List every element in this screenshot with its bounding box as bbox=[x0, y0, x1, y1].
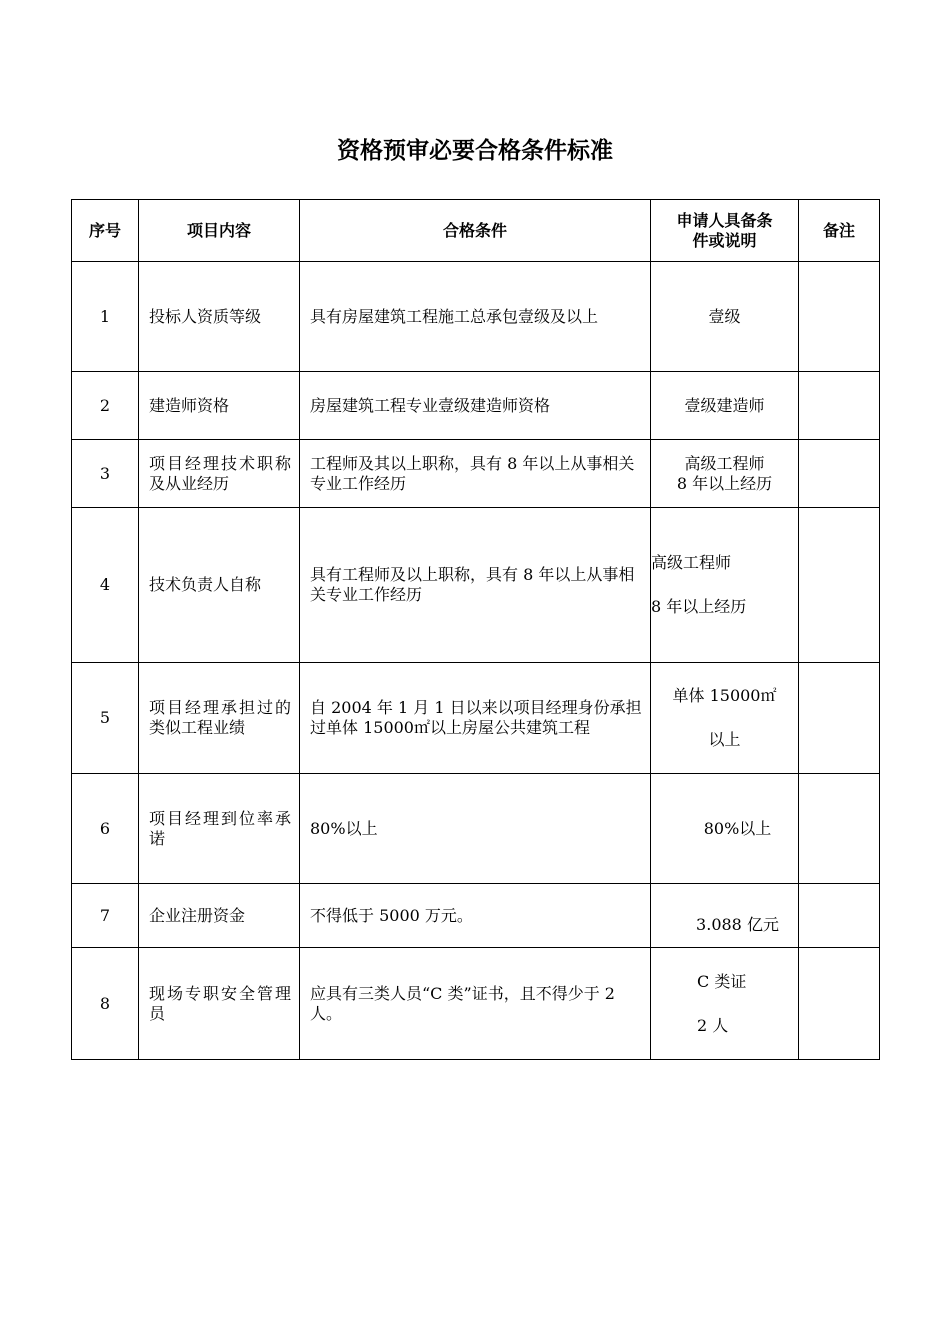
header-condition: 合格条件 bbox=[300, 200, 651, 262]
row-applicant bbox=[651, 508, 799, 663]
table-row bbox=[72, 884, 880, 948]
row-note bbox=[799, 663, 880, 774]
row-applicant bbox=[651, 774, 799, 884]
header-seq: 序号 bbox=[72, 200, 139, 262]
row-note bbox=[799, 774, 880, 884]
row-note bbox=[799, 948, 880, 1060]
applicant-line: 以上 bbox=[708, 730, 741, 749]
row-note bbox=[799, 372, 880, 440]
row-number: 2 bbox=[72, 372, 139, 440]
row-item: 建造师资格 bbox=[139, 372, 300, 440]
row-applicant bbox=[651, 948, 799, 1060]
applicant-line: 80%以上 bbox=[703, 818, 772, 838]
row-item: 项目经理到位率承诺 bbox=[139, 774, 300, 884]
row-item: 企业注册资金 bbox=[139, 884, 300, 948]
row-applicant bbox=[651, 663, 799, 774]
row-item: 项目经理技术职称及从业经历 bbox=[139, 440, 300, 508]
header-applicant bbox=[651, 200, 799, 262]
header-note: 备注 bbox=[799, 200, 880, 262]
applicant-line: 壹级 bbox=[708, 306, 741, 326]
row-item: 投标人资质等级 bbox=[139, 262, 300, 372]
row-number: 8 bbox=[72, 948, 139, 1060]
row-note bbox=[799, 884, 880, 948]
row-number: 5 bbox=[72, 663, 139, 774]
row-condition: 不得低于 5000 万元。 bbox=[300, 884, 651, 948]
qualification-table bbox=[71, 199, 880, 1060]
row-item: 现场专职安全管理员 bbox=[139, 948, 300, 1060]
row-number: 7 bbox=[72, 884, 139, 948]
header-item: 项目内容 bbox=[139, 200, 300, 262]
applicant-line: 8 年以上经历 bbox=[676, 473, 773, 493]
applicant-line: 高级工程师 bbox=[684, 453, 765, 473]
row-note bbox=[799, 262, 880, 372]
row-applicant bbox=[651, 440, 799, 508]
applicant-line: 单体 15000㎡ bbox=[672, 686, 777, 705]
row-note bbox=[799, 508, 880, 663]
row-number: 1 bbox=[72, 262, 139, 372]
applicant-line: 壹级建造师 bbox=[684, 395, 765, 415]
applicant-line: C 类证 bbox=[697, 971, 747, 991]
table-row bbox=[72, 440, 880, 508]
row-item: 项目经理承担过的类似工程业绩 bbox=[139, 663, 300, 774]
table-row bbox=[72, 948, 880, 1060]
page-title: 资格预审必要合格条件标准 bbox=[337, 138, 613, 164]
table-row bbox=[72, 663, 880, 774]
row-number: 4 bbox=[72, 508, 139, 663]
applicant-line: 3.088 亿元 bbox=[696, 915, 779, 934]
row-condition: 应具有三类人员“C 类”证书，且不得少于 2 人。 bbox=[300, 948, 651, 1060]
row-condition: 工程师及其以上职称，具有 8 年以上从事相关专业工作经历 bbox=[300, 440, 651, 508]
header-applicant-line1: 申请人具备条 bbox=[676, 210, 773, 230]
row-item: 技术负责人自称 bbox=[139, 508, 300, 663]
table-header-row bbox=[72, 200, 880, 262]
applicant-line: 2 人 bbox=[697, 1015, 729, 1035]
table-row bbox=[72, 372, 880, 440]
row-note bbox=[799, 440, 880, 508]
row-applicant bbox=[651, 372, 799, 440]
row-condition: 具有房屋建筑工程施工总承包壹级及以上 bbox=[300, 262, 651, 372]
table-row bbox=[72, 262, 880, 372]
row-applicant bbox=[651, 884, 799, 948]
row-applicant bbox=[651, 262, 799, 372]
row-number: 3 bbox=[72, 440, 139, 508]
row-condition: 自 2004 年 1 月 1 日以来以项目经理身份承担过单体 15000㎡以上房屋公共建筑工程 bbox=[300, 663, 651, 774]
row-condition: 房屋建筑工程专业壹级建造师资格 bbox=[300, 372, 651, 440]
row-condition: 80%以上 bbox=[300, 774, 651, 884]
applicant-line: 8 年以上经历 bbox=[651, 597, 747, 616]
header-applicant-line2: 件或说明 bbox=[692, 230, 757, 250]
row-number: 6 bbox=[72, 774, 139, 884]
row-condition: 具有工程师及以上职称，具有 8 年以上从事相关专业工作经历 bbox=[300, 508, 651, 663]
table-row bbox=[72, 508, 880, 663]
applicant-line: 高级工程师 bbox=[651, 553, 732, 572]
table-row bbox=[72, 774, 880, 884]
